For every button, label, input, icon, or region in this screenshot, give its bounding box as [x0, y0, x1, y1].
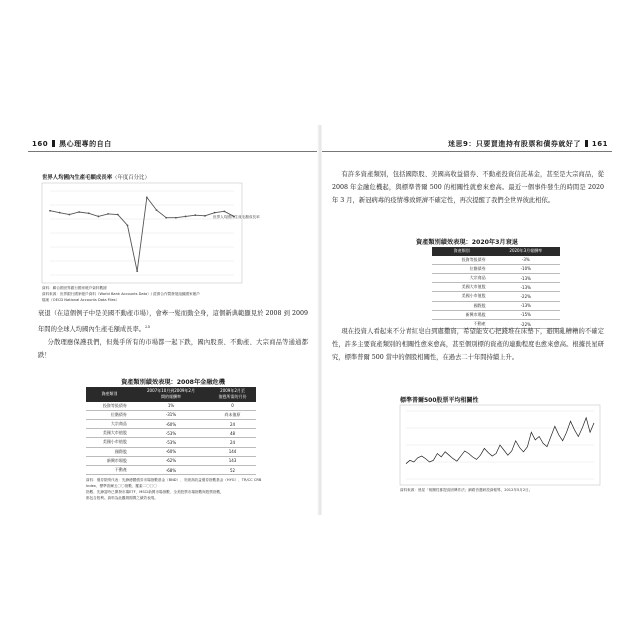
table-2008-header-cell: 2009年2月至 復甦所需的月份 — [209, 387, 256, 402]
table-cell: 144 — [209, 447, 256, 456]
data-point — [165, 217, 167, 219]
table-row — [86, 456, 256, 465]
table-cell: 0 — [209, 402, 256, 411]
gdp-figure-source — [42, 285, 252, 303]
table-cell: 位階債券 — [432, 264, 492, 273]
book-spread — [28, 125, 612, 515]
right-running-head — [448, 139, 608, 149]
gdp-growth-chart — [42, 183, 260, 283]
data-point — [117, 214, 119, 216]
table-row — [86, 447, 256, 456]
footnote-ref: 25 — [145, 324, 151, 329]
data-point — [185, 216, 187, 218]
table-cell: 52 — [209, 465, 256, 474]
table-2020 — [432, 247, 560, 329]
table-2008 — [86, 387, 256, 475]
table-cell: 新興市場股 — [432, 310, 492, 319]
correlation-chart-source: 資料來源：晨星「相關性都提高固傳作法」網路首選研投資報導，2012年5月2日。 — [400, 488, 533, 492]
gdp-figure-title-note: （年度百分比） — [112, 175, 150, 181]
right-running-title: 迷思9：只要買進持有股票和債券就好了 — [448, 140, 581, 148]
table-row — [432, 283, 560, 292]
table-cell: -62% — [133, 456, 209, 465]
table-cell: -10% — [492, 264, 560, 273]
gdp-source-line: 資料：聯合國世界銀行國家帳戶資料數據 — [42, 286, 107, 290]
table-row — [86, 402, 256, 411]
gdp-figure-title — [42, 173, 150, 181]
table-2008-title: 資產類別績效表現：2008年金融危機 — [121, 379, 225, 386]
table-row — [86, 419, 256, 428]
table-cell: 不動產 — [86, 465, 133, 474]
right-body-text-top — [332, 168, 604, 207]
table-cell: 國際股 — [86, 447, 133, 456]
gdp-source-line: 資料來源：世界銀行國家帳戶資料（World Bank Accounts Data）/ 經濟合作暨發展組織國家帳戶 — [42, 292, 200, 296]
table-cell: -22% — [492, 319, 560, 328]
table-cell: 大宗商品 — [86, 419, 133, 428]
table-cell: 投資等級債券 — [432, 256, 492, 265]
data-point — [59, 212, 61, 214]
header-rule — [322, 151, 612, 152]
left-paragraph-1 — [38, 307, 308, 336]
table-note-line: 資料：債券類別代表：先鋒總體債券市場指數基金（BND）、安碩高收益債券指數基金（HYG）、TR/CC CRB Index、標準普爾五〇〇指數、羅素二〇〇〇 — [86, 478, 262, 488]
table-cell: 美國大市值股 — [86, 429, 133, 438]
table-cell: -53% — [133, 438, 209, 447]
left-paragraph-2: 分散理應保護我們，但幾乎所有的市場都一起下跌，國內股票、不動產、大宗商品等通通都跌！ — [38, 339, 308, 360]
header-rule — [28, 151, 318, 152]
data-point — [127, 224, 129, 226]
table-cell: 大宗商品 — [432, 273, 492, 282]
running-head-divider — [585, 140, 588, 147]
table-cell: 美國大市值股 — [432, 283, 492, 292]
table-2008-header-cell: 資產類別 — [86, 387, 133, 402]
table-cell: 國際股 — [432, 301, 492, 310]
data-point — [223, 210, 225, 212]
table-2020-header-cell: 資產類別 — [432, 247, 492, 256]
right-paragraph-1: 有許多資產類別，包括國際股、美國高收益債券、不動產投資信託基金，甚至是大宗商品，從 2008 年金融危機起，與標準普爾 500 的相關性就愈來愈高。最近一個事件發生的時間是 2020 年 3 月，新冠病毒的疫情導致經濟不確定性，再次提醒了我們全世界彼此相依。 — [332, 171, 604, 204]
right-page — [322, 125, 612, 515]
data-point — [49, 210, 51, 212]
left-page-number: 160 — [32, 140, 49, 148]
table-2008-notes — [86, 477, 266, 501]
right-page-number: 161 — [591, 140, 608, 148]
running-head-divider — [52, 140, 55, 147]
table-cell: -13% — [492, 301, 560, 310]
data-point — [68, 214, 70, 216]
table-row — [86, 465, 256, 474]
table-2020-title: 資產類別績效表現：2020年3月衰退 — [416, 239, 518, 246]
table-cell: 1% — [133, 402, 209, 411]
data-point — [194, 214, 196, 216]
left-body-text — [38, 307, 308, 362]
table-cell: -60% — [133, 447, 209, 456]
left-paragraph-1-text: 衰退（在這個例子中是美國不動產市場），會牽一髮而動全身，這個新典範顯見於 2008 到 2009 年間的全球人均國內生產毛額成長率。 — [38, 310, 308, 334]
table-cell: 143 — [209, 456, 256, 465]
table-row — [86, 410, 256, 419]
data-point — [146, 196, 148, 198]
data-point — [156, 209, 158, 211]
correlation-chart — [400, 405, 600, 485]
table-2008-header-row — [86, 387, 256, 402]
table-2008-header-cell: 2007年10月到2009年2月 間的報酬率 — [133, 387, 209, 402]
gdp-legend-label: 世界人均國內生產毛額成長率 — [213, 215, 260, 219]
table-cell: -13% — [492, 283, 560, 292]
data-point — [98, 216, 100, 218]
correlation-chart-title: 標準普爾500股票平均相關性 — [400, 397, 479, 404]
table-cell: 24 — [209, 438, 256, 447]
data-point — [204, 215, 206, 217]
right-body-text-bottom — [332, 325, 604, 364]
table-row — [86, 438, 256, 447]
left-running-head — [32, 139, 112, 149]
table-row — [432, 301, 560, 310]
table-cell: 不動產 — [432, 319, 492, 328]
data-point — [107, 213, 109, 215]
table-cell: -60% — [133, 419, 209, 428]
table-row — [432, 310, 560, 319]
table-cell: -22% — [492, 292, 560, 301]
data-point — [214, 212, 216, 214]
table-2020-header-row — [432, 247, 560, 256]
right-paragraph-2: 現在投資人看起來不分青紅皂白到處撒資，希望能安心把錢堆在床墊下，避開亂糟糟的不確定性，許多主要資產類別的相關性愈來愈高，甚至個別標的資產的連動程度也愈來愈高。根據長星研究，標準普爾 500 當中的個股相關性，在過去二十年間持續上升。 — [332, 328, 604, 361]
table-row — [432, 264, 560, 273]
table-cell: 48 — [209, 429, 256, 438]
table-cell: -13% — [492, 273, 560, 282]
table-note-line: 都包含股利。資料為此觀測期間之績效表現。 — [86, 496, 158, 500]
table-cell: -3% — [492, 256, 560, 265]
table-cell: -31% — [133, 410, 209, 419]
left-page — [28, 125, 318, 515]
table-cell: 位階債券 — [86, 410, 133, 419]
gdp-source-line: 檔案（OECD National Accounts Data Files） — [42, 298, 120, 302]
data-point — [136, 270, 138, 272]
table-2020-header-cell: 2020年3月報酬率 — [492, 247, 560, 256]
table-cell: 新興市場股 — [86, 456, 133, 465]
table-row — [432, 292, 560, 301]
table-cell: -15% — [492, 310, 560, 319]
gdp-figure-title-main: 世界人均國內生產毛額成長率 — [42, 175, 113, 181]
table-cell: -68% — [133, 465, 209, 474]
data-point — [175, 217, 177, 219]
table-cell: 美國小市值股 — [432, 292, 492, 301]
table-row — [86, 429, 256, 438]
table-cell: -53% — [133, 429, 209, 438]
data-point — [88, 212, 90, 214]
table-cell: 投資等級債券 — [86, 402, 133, 411]
table-note-line: 指數、先鋒富時已開發市場ETF、MSCI新興市場指數、全美股票市場指數與股票指數， — [86, 490, 224, 494]
table-row — [432, 256, 560, 265]
table-cell: 尚未復原 — [209, 410, 256, 419]
data-point — [78, 211, 80, 213]
table-cell: 美國小市值股 — [86, 438, 133, 447]
table-row — [432, 273, 560, 282]
table-cell: 24 — [209, 419, 256, 428]
left-running-title: 黑心理專的自白 — [59, 140, 112, 148]
